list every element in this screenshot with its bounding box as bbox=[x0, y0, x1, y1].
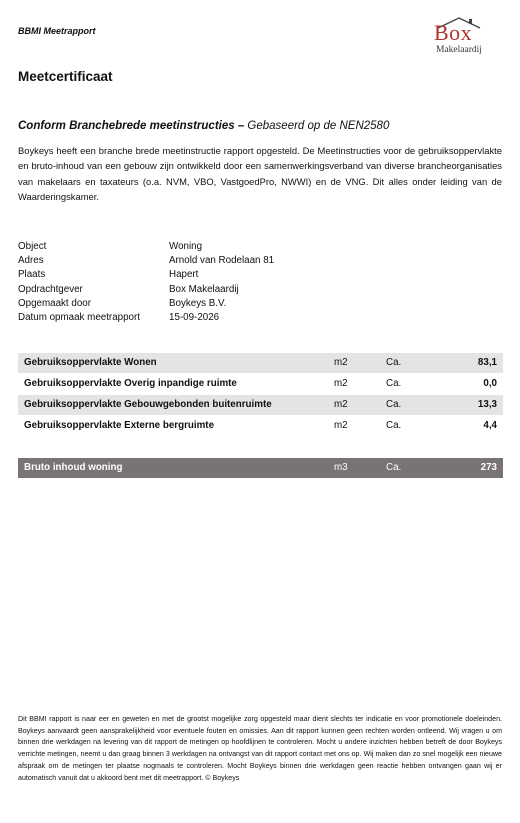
logo-name: Box bbox=[434, 20, 473, 45]
measurement-row-bergruimte bbox=[18, 416, 503, 436]
info-label: Plaats bbox=[18, 269, 46, 281]
subtitle bbox=[18, 120, 389, 132]
measurement-label: Gebruiksoppervlakte Externe bergruimte bbox=[24, 420, 215, 431]
info-value: Woning bbox=[169, 241, 203, 252]
measurement-row-buitenruimte bbox=[18, 395, 503, 415]
report-label: BBMI Meetrapport bbox=[18, 26, 96, 36]
volume-row bbox=[18, 458, 503, 478]
page-title: Meetcertificaat bbox=[18, 69, 113, 84]
measurement-value: 13,3 bbox=[477, 399, 497, 410]
measurement-value: 4,4 bbox=[483, 420, 497, 431]
info-label: Opgemaakt door bbox=[18, 297, 91, 309]
volume-label: Bruto inhoud woning bbox=[24, 462, 123, 473]
info-value: 15-09-2026 bbox=[169, 311, 220, 323]
volume-value: 273 bbox=[480, 462, 497, 473]
measurement-label: Gebruiksoppervlakte Gebouwgebonden buitenruimte bbox=[24, 399, 272, 410]
info-value: Box Makelaardij bbox=[169, 283, 239, 295]
measurement-approx: Ca. bbox=[386, 420, 402, 431]
measurement-row-overig bbox=[18, 374, 503, 394]
measurement-value: 83,1 bbox=[477, 357, 497, 368]
measurement-approx: Ca. bbox=[386, 357, 402, 368]
measurement-unit: m2 bbox=[334, 399, 348, 410]
measurement-approx: Ca. bbox=[386, 378, 402, 389]
measurement-unit: m2 bbox=[334, 420, 348, 431]
measurement-approx: Ca. bbox=[386, 399, 402, 410]
info-value: Hapert bbox=[169, 269, 199, 281]
info-label: Object bbox=[18, 241, 47, 252]
box-makelaardij-logo bbox=[422, 16, 502, 60]
disclaimer-footer: Dit BBMI rapport is naar eer en geweten en met de grootst mogelijke zorg opgesteld maar dient slechts ter indicatie en voor promotionele doeleinden. Boykeys aanvaardt geen aansprakelijkheid voor eventuele fouten en omissies. Aan dit rapport kunnen geen rechten worden ontleend. Wij vragen u om binnen drie werkdagen na levering van dit rapport de metingen op hoofdlijnen te controleren. Mocht u andere inzichten hebben betreft de door Boykeys verrichte metingen, neemt u dan graag binnen 3 werkdagen na ontvangst van dit rapport contact met ons op. Wij maken dan zo snel mogelijk een nieuwe afspraak om de metingen ter plaatse nogmaals te controleren. Mocht Boykeys binnen drie werkdagen geen reactie hebben ontvangen gaan wij er automatisch vanuit dat u akkoord bent met dit meetrapport. © Boykeys bbox=[18, 715, 502, 782]
logo-subtitle: Makelaardij bbox=[436, 45, 482, 55]
intro-paragraph: Boykeys heeft een branche brede meetinstructie rapport opgesteld. De Meetinstructies voor de gebruiksoppervlakte en bruto-inhoud van een gebouw zijn ontwikkeld door een samenwerkingsverband van diverse brancheorganisaties van makelaars en taxateurs (o.a. NVM, VBO, VastgoedPro, NWWI) en de VNG. Dit alles onder leiding van de Waarderingskamer. bbox=[18, 145, 502, 202]
volume-unit: m3 bbox=[334, 462, 348, 473]
info-label: Datum opmaak meetrapport bbox=[18, 311, 140, 323]
measurement-label: Gebruiksoppervlakte Wonen bbox=[24, 357, 157, 368]
measurement-value: 0,0 bbox=[483, 378, 497, 389]
subtitle-bold: Conform Branchebrede meetinstructies – bbox=[18, 120, 248, 132]
measurement-unit: m2 bbox=[334, 378, 348, 389]
volume-approx: Ca. bbox=[386, 462, 402, 473]
info-value: Boykeys B.V. bbox=[169, 297, 227, 309]
info-label: Adres bbox=[18, 255, 44, 267]
measurement-unit: m2 bbox=[334, 357, 348, 368]
info-value: Arnold van Rodelaan 81 bbox=[169, 255, 275, 267]
subtitle-rest: Gebaseerd op de NEN2580 bbox=[247, 120, 390, 132]
measurement-label: Gebruiksoppervlakte Overig inpandige ruimte bbox=[24, 378, 237, 389]
info-label: Opdrachtgever bbox=[18, 283, 83, 295]
measurement-row-wonen bbox=[18, 353, 503, 373]
